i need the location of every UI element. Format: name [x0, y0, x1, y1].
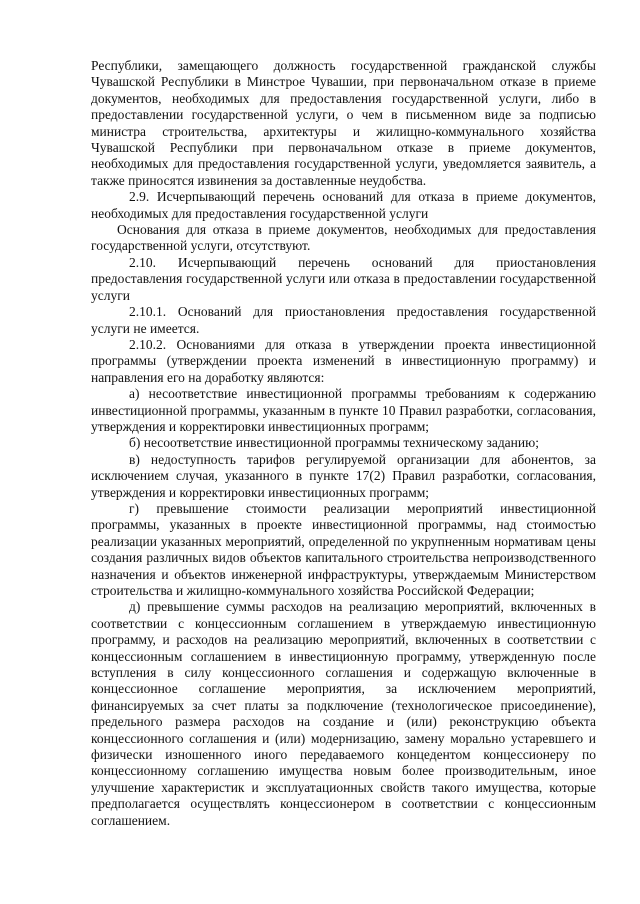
list-item-a: а) несоответствие инвестиционной программы требованиям к содержанию инвестиционной программы, указанным в пункте 10 Правил разработки, согласования, утверждения и корректировки инвестиционных программ;: [91, 386, 596, 434]
paragraph-continuation: Республики, замещающего должность государственной гражданской службы Чувашской Республики в Минстрое Чувашии, при первоначальном отказе в приеме документов, необходимых для предоставления государственной услуги, либо в предоставлении государственной услуги, о чем в письменном виде за подписью министра строительства, архитектуры и жилищно-коммунального хозяйства Чувашской Республики при первоначальном отказе в приеме документов, необходимых для предоставления государственной услуги, уведомляется заявитель, а также приносятся извинения за доставленные неудобства.: [91, 58, 596, 188]
paragraph-2-10-2: 2.10.2. Основаниями для отказа в утверждении проекта инвестиционной программы (утверждении проекта изменений в инвестиционную программу) и направления его на доработку являются:: [91, 336, 596, 385]
paragraph-no-refusal-grounds: Основания для отказа в приеме документов, необходимых для предоставления государственной услуги, отсутствуют.: [91, 222, 596, 254]
paragraph-2-10-heading: 2.10. Исчерпывающий перечень оснований для приостановления предоставления государственной услуги или отказа в предоставлении государственной услуги: [91, 254, 596, 303]
paragraph-2-9-heading: 2.9. Исчерпывающий перечень оснований для отказа в приеме документов, необходимых для предоставления государственной услуги: [91, 189, 596, 221]
paragraph-2-10-1: 2.10.1. Оснований для приостановления предоставления государственной услуги не имеется.: [91, 304, 596, 336]
list-item-g: г) превышение стоимости реализации мероприятий инвестиционной программы, указанных в проекте инвестиционной программы, над стоимостью реализации указанных мероприятий, определенной по укрупненным нормативам цены создания различных видов объектов капитального строительства непроизводственного назначения и объектов инженерной инфраструктуры, утверждаемым Министерством строительства и жилищно-коммунального хозяйства Российской Федерации;: [91, 500, 596, 598]
list-item-d: д) превышение суммы расходов на реализацию мероприятий, включенных в соответствии с концессионным соглашением в утверждаемую инвестиционную программу, и расходов на реализацию мероприятий, включенных в соответствии с концессионным соглашением в инвестиционную программу, утвержденную после вступления в силу концессионного соглашения и содержащую включенные в концессионное соглашение мероприятия, за исключением мероприятий, финансируемых за счет платы за подключение (технологическое присоединение), предельного размера расходов на создание и (или) реконструкцию объекта концессионного соглашения и (или) модернизацию, замену морально устаревшего и физически изношенного иного передаваемого концедентом концессионеру по концессионному соглашению имущества новым более производительным, иное улучшение характеристик и эксплуатационных свойств такого имущества, которые предполагается осуществлять концессионером в соответствии с концессионным соглашением.: [91, 599, 596, 828]
list-item-b: б) несоответствие инвестиционной программы техническому заданию;: [129, 435, 539, 451]
list-item-v: в) недоступность тарифов регулируемой организации для абонентов, за исключением случая, указанного в пункте 17(2) Правил разработки, согласования, утверждения и корректировки инвестиционных программ;: [91, 451, 596, 500]
